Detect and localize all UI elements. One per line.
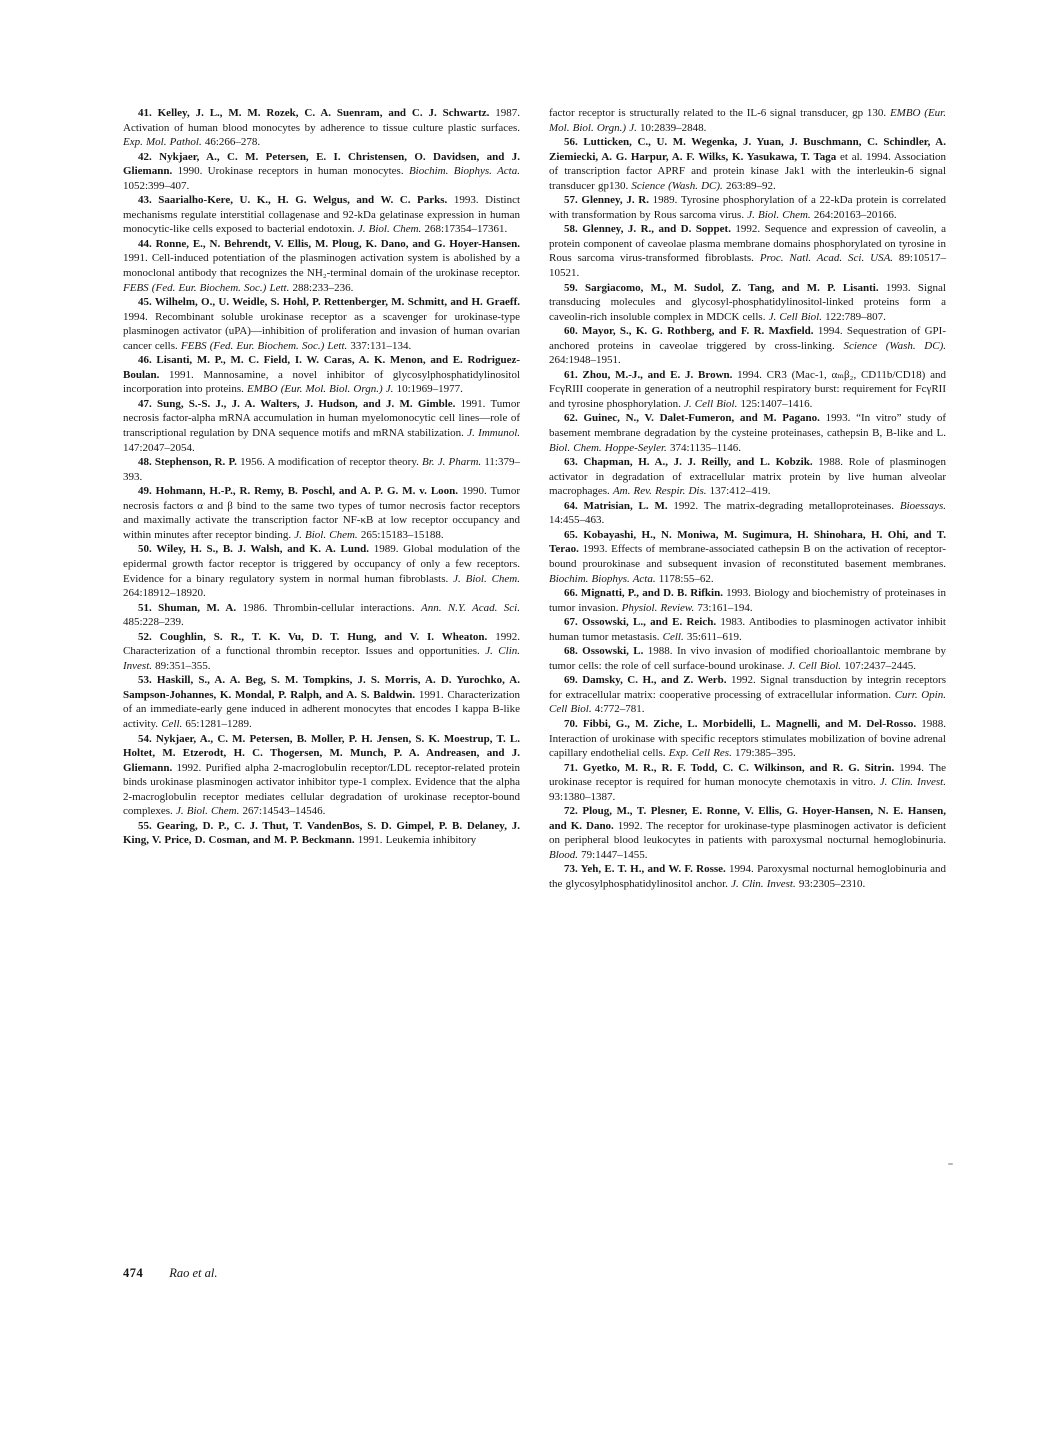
reference-item: 47. Sung, S.-S. J., J. A. Walters, J. Hudson, and J. M. Gimble. 1991. Tumor necrosis factor-alpha mRNA accumulation in human myelomonocytic cell lines—role of transcriptional regulation by DNA sequence motifs and mRNA stabilization. J. Immunol. 147:2047–2054. xyxy=(123,397,521,454)
reference-item: 67. Ossowski, L., and E. Reich. 1983. Antibodies to plasminogen activator inhibit human tumor metastasis. Cell. 35:611–619. xyxy=(549,616,946,643)
reference-continuation: factor receptor is structurally related to the IL-6 signal transducer, gp 130. EMBO (Eur. Mol. Biol. Orgn.) J. 10:2839–2848. xyxy=(549,107,946,134)
reference-item: 71. Gyetko, M. R., R. F. Todd, C. C. Wilkinson, and R. G. Sitrin. 1994. The urokinase receptor is required for human monocyte chemotaxis in vitro. J. Clin. Invest. 93:1380–1387. xyxy=(549,761,947,803)
reference-item: 70. Fibbi, G., M. Ziche, L. Morbidelli, L. Magnelli, and M. Del-Rosso. 1988. Interaction of urokinase with specific receptors stimulates mobilization of bovine adrenal capillary endothelial cells. Exp. Cell Res. 179:385–395. xyxy=(549,717,946,760)
reference-item: 69. Damsky, C. H., and Z. Werb. 1992. Signal transduction by integrin receptors for extracellular matrix: cooperative processing of extracellular information. Curr. Opin. Cell Biol. 4:772–781. xyxy=(549,674,946,716)
reference-item: 73. Yeh, E. T. H., and W. F. Rosse. 1994. Paroxysmal nocturnal hemoglobinuria and the glycosylphosphatidylinositol anchor. J. Clin. Invest. 93:2305–2310. xyxy=(549,863,946,890)
reference-item: 44. Ronne, E., N. Behrendt, V. Ellis, M. Ploug, K. Dano, and G. Hoyer-Hansen. 1991. Cell-induced potentiation of the plasminogen activation system is abolished by a monoclonal antibody that recognizes the NH₂-terminal domain of the urokinase receptor. FEBS (Fed. Eur. Biochem. Soc.) Lett. 288:233–236. xyxy=(123,237,520,294)
reference-item: 51. Shuman, M. A. 1986. Thrombin-cellular interactions. Ann. N.Y. Acad. Sci. 485:228–239. xyxy=(123,601,520,629)
reference-item: 57. Glenney, J. R. 1989. Tyrosine phosphorylation of a 22-kDa protein is correlated with transformation by Rous sarcoma virus. J. Biol. Chem. 264:20163–20166. xyxy=(549,194,946,221)
reference-item: 50. Wiley, H. S., B. J. Walsh, and K. A. Lund. 1989. Global modulation of the epidermal growth factor receptor is triggered by occupancy of only a few receptors. Evidence for a binary regulatory system in normal human fibroblasts. J. Biol. Chem. 264:18912–18920. xyxy=(123,543,520,600)
references-section xyxy=(123,106,947,892)
reference-item: 56. Lutticken, C., U. M. Wegenka, J. Yuan, J. Buschmann, C. Schindler, A. Ziemiecki, A. G. Harpur, A. F. Wilks, K. Yasukawa, T. Taga et al. 1994. Association of transcription factor APRF and protein kinase Jak1 with the interleukin-6 signal transducer gp130. Science (Wash. DC). 263:89–92. xyxy=(549,136,946,192)
reference-item: 59. Sargiacomo, M., M. Sudol, Z. Tang, and M. P. Lisanti. 1993. Signal transducing molecules and glycosyl-phosphatidylinositol-linked proteins form a caveolin-rich insoluble complex in MDCK cells. J. Cell Biol. 122:789–807. xyxy=(549,281,946,323)
reference-item: 48. Stephenson, R. P. 1956. A modification of receptor theory. Br. J. Pharm. 11:379–393. xyxy=(123,456,520,483)
reference-item: 60. Mayor, S., K. G. Rothberg, and F. R. Maxfield. 1994. Sequestration of GPI-anchored proteins in caveolae triggered by cross-linking. Science (Wash. DC). 264:1948–1951. xyxy=(549,325,946,367)
running-title: Rao et al. xyxy=(169,1266,218,1280)
reference-item: 54. Nykjaer, A., C. M. Petersen, B. Moller, P. H. Jensen, S. K. Moestrup, T. L. Holtet, M. Etzerodt, H. C. Thogersen, M. Munch, P. A. Andreasen, and J. Gliemann. 1992. Purified alpha 2-macroglobulin receptor/LDL receptor-related protein binds urokinase plasminogen activator inhibitor type-1 complex. Evidence that the alpha 2-macroglobulin receptor mediates cellular degradation of urokinase receptor-bound complexes. J. Biol. Chem. 267:14543–14546. xyxy=(123,732,520,818)
reference-item: 49. Hohmann, H.-P., R. Remy, B. Poschl, and A. P. G. M. v. Loon. 1990. Tumor necrosis factors α and β bind to the same two types of tumor necrosis factor receptors and maximally activate the transcription factor NF-κB at low receptor occupancy and within minutes after receptor binding. J. Biol. Chem. 265:15183–15188. xyxy=(123,485,520,541)
reference-item: 42. Nykjaer, A., C. M. Petersen, E. I. Christensen, O. Davidsen, and J. Gliemann. 1990. Urokinase receptors in human monocytes. Biochim. Biophys. Acta. 1052:399–407. xyxy=(123,150,520,192)
reference-item: 63. Chapman, H. A., J. J. Reilly, and L. Kobzik. 1988. Role of plasminogen activator in degradation of extracellular matrix protein by live human alveolar macrophages. Am. Rev. Respir. Dis. 137:412–419. xyxy=(549,456,946,498)
reference-item: 65. Kobayashi, H., N. Moniwa, M. Sugimura, H. Shinohara, H. Ohi, and T. Terao. 1993. Effects of membrane-associated cathepsin B on the activation of receptor-bound prourokinase and subsequent invasion of reconstituted basement membranes. Biochim. Biophys. Acta. 1178:55–62. xyxy=(549,528,946,585)
reference-item: 45. Wilhelm, O., U. Weidle, S. Hohl, P. Rettenberger, M. Schmitt, and H. Graeff. 1994. Recombinant soluble urokinase receptor as a scavenger for urokinase-type plasminogen activator (uPA)—inhibition of proliferation and invasion of human ovarian cancer cells. FEBS (Fed. Eur. Biochem. Soc.) Lett. 337:131–134. xyxy=(123,296,520,352)
print-artifact-speck xyxy=(948,1163,953,1165)
reference-item: 52. Coughlin, S. R., T. K. Vu, D. T. Hung, and V. I. Wheaton. 1992. Characterization of a functional thrombin receptor. Issues and opportunities. J. Clin. Invest. 89:351–355. xyxy=(123,630,521,672)
reference-item: 64. Matrisian, L. M. 1992. The matrix-degrading metalloproteinases. Bioessays. 14:455–463. xyxy=(549,499,946,527)
reference-item: 53. Haskill, S., A. A. Beg, S. M. Tompkins, J. S. Morris, A. D. Yurochko, A. Sampson-Johannes, K. Mondal, P. Ralph, and A. S. Baldwin. 1991. Characterization of an immediate-early gene induced in adherent monocytes that encodes I kappa B-like activity. Cell. 65:1281–1289. xyxy=(123,674,521,730)
page-footer xyxy=(123,1266,218,1281)
reference-item: 43. Saarialho-Kere, U. K., H. G. Welgus, and W. C. Parks. 1993. Distinct mechanisms regulate interstitial collagenase and 92-kDa gelatinase expression in human monocytic-like cells exposed to bacterial endotoxin. J. Biol. Chem. 268:17354–17361. xyxy=(123,194,521,236)
reference-item: 68. Ossowski, L. 1988. In vivo invasion of modified chorioallantoic membrane by tumor cells: the role of cell surface-bound urokinase. J. Cell Biol. 107:2437–2445. xyxy=(549,645,946,672)
reference-item: 61. Zhou, M.-J., and E. J. Brown. 1994. CR3 (Mac-1, αₘβ₂, CD11b/CD18) and FcγRIII cooperate in generation of a neutrophil respiratory burst: requirement for FcγRII and tyrosine phosphorylation. J. Cell Biol. 125:1407–1416. xyxy=(549,368,946,410)
reference-item: 72. Ploug, M., T. Plesner, E. Ronne, V. Ellis, G. Hoyer-Hansen, N. E. Hansen, and K. Dano. 1992. The receptor for urokinase-type plasminogen activator is deficient on peripheral blood leukocytes in patients with paroxysmal nocturnal hemoglobinuria. Blood. 79:1447–1455. xyxy=(549,805,946,861)
reference-item: 46. Lisanti, M. P., M. C. Field, I. W. Caras, A. K. Menon, and E. Rodriguez-Boulan. 1991. Mannosamine, a novel inhibitor of glycosylphosphatidylinositol incorporation into proteins. EMBO (Eur. Mol. Biol. Orgn.) J. 10:1969–1977. xyxy=(123,354,520,396)
references-column-left xyxy=(123,106,520,892)
reference-item: 41. Kelley, J. L., M. M. Rozek, C. A. Suenram, and C. J. Schwartz. 1987. Activation of human blood monocytes by adherence to tissue culture plastic surfaces. Exp. Mol. Pathol. 46:266–278. xyxy=(123,107,521,149)
references-column-right xyxy=(549,106,946,892)
page-number: 474 xyxy=(123,1266,144,1280)
reference-item: 55. Gearing, D. P., C. J. Thut, T. VandenBos, S. D. Gimpel, P. B. Delaney, J. King, V. Price, D. Cosman, and M. P. Beckmann. 1991. Leukemia inhibitory xyxy=(123,819,520,847)
reference-item: 58. Glenney, J. R., and D. Soppet. 1992. Sequence and expression of caveolin, a protein component of caveolae plasma membrane domains phosphorylated on tyrosine in Rous sarcoma virus-transformed fibroblasts. Proc. Natl. Acad. Sci. USA. 89:10517–10521. xyxy=(549,223,946,280)
reference-item: 62. Guinec, N., V. Dalet-Fumeron, and M. Pagano. 1993. “In vitro” study of basement membrane degradation by the cysteine proteinases, cathepsin B, B-like and L. Biol. Chem. Hoppe-Seyler. 374:1135–1146. xyxy=(549,412,947,454)
reference-item: 66. Mignatti, P., and D. B. Rifkin. 1993. Biology and biochemistry of proteinases in tumor invasion. Physiol. Review. 73:161–194. xyxy=(549,587,946,614)
